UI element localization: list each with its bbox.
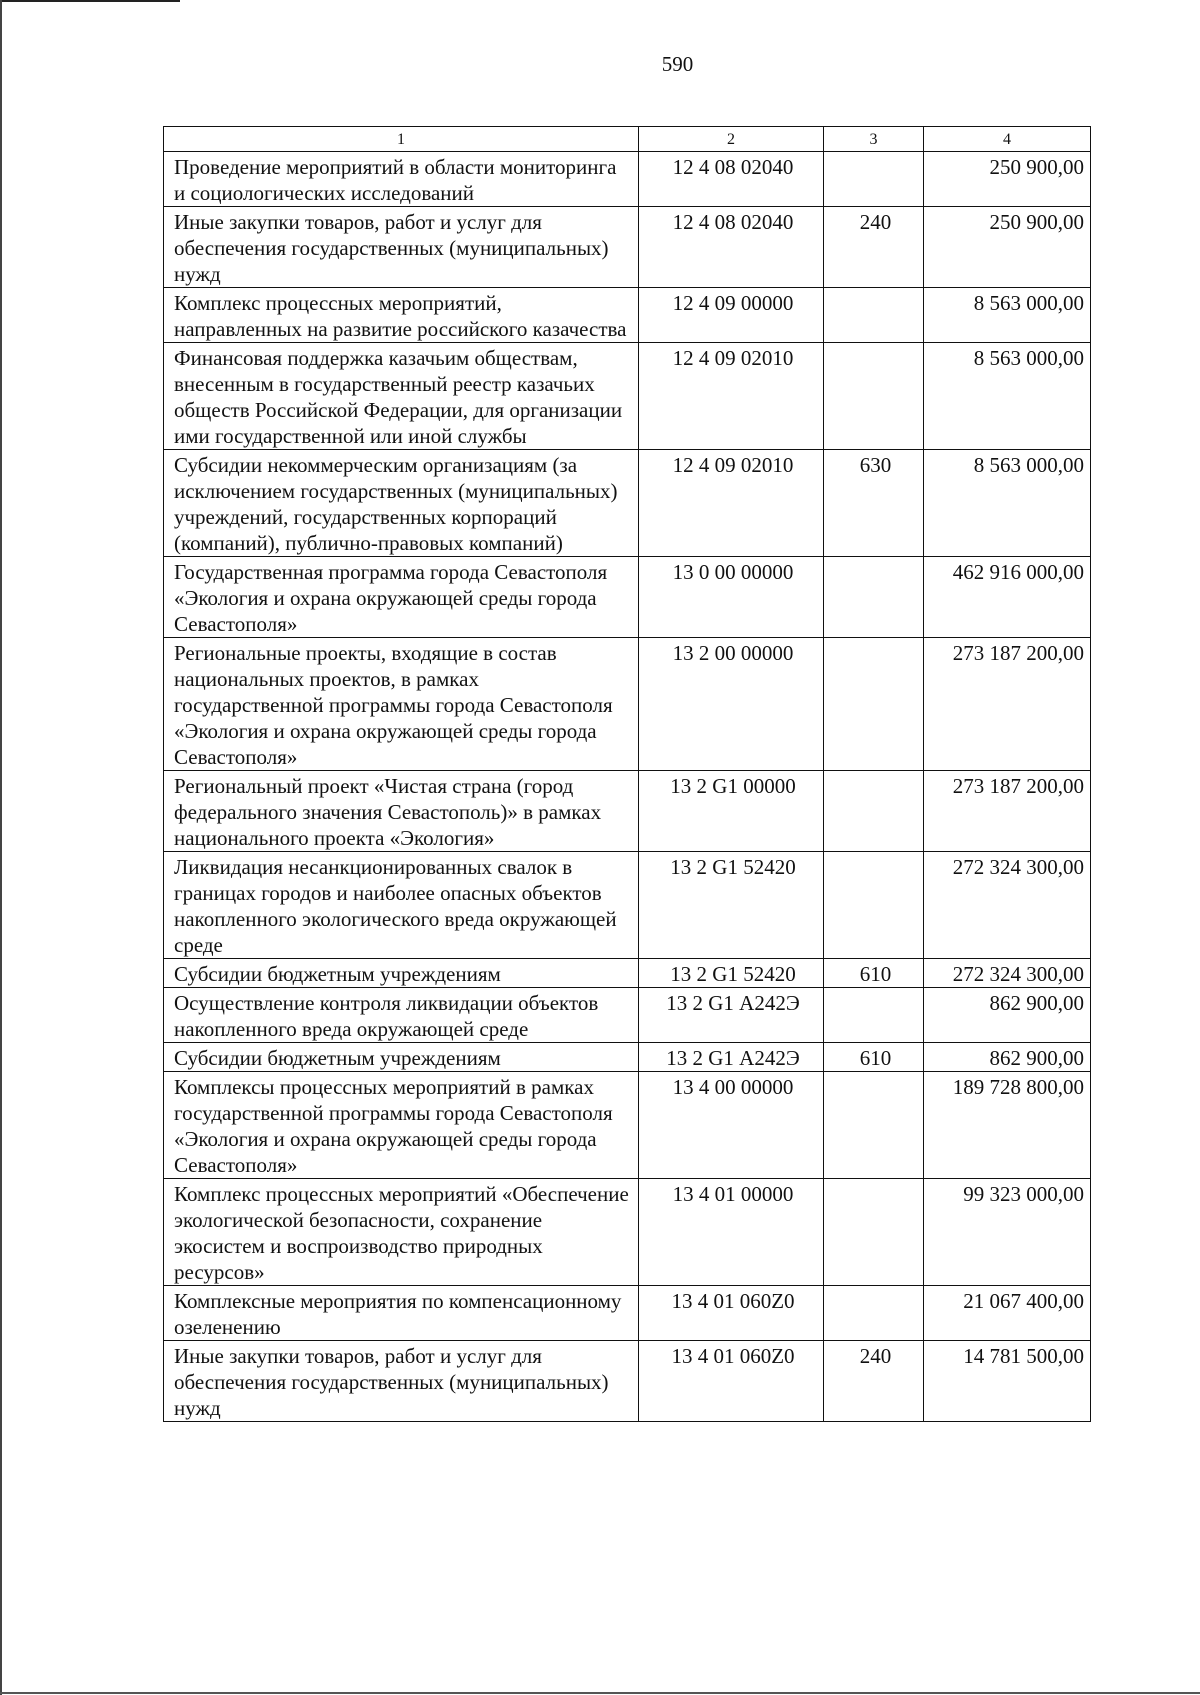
target-code-cell: 13 4 01 060Z0 (639, 1286, 824, 1341)
target-code-cell: 12 4 08 02040 (639, 152, 824, 207)
expense-type-cell (824, 1072, 924, 1179)
table-row (164, 343, 1091, 450)
target-code-cell: 13 2 G1 52420 (639, 959, 824, 988)
column-number: 3 (824, 127, 924, 152)
scan-edge-bottom (0, 1692, 1200, 1694)
target-code-cell: 13 0 00 00000 (639, 557, 824, 638)
item-name-cell: Финансовая поддержка казачьим обществам, внесенным в государственный реестр казачьих обществ Российской Федерации, для организации ими государственной или иной службы (164, 343, 639, 450)
item-name-cell: Иные закупки товаров, работ и услуг для обеспечения государственных (муниципальных) нужд (164, 207, 639, 288)
table-row (164, 1179, 1091, 1286)
target-code-cell: 13 4 01 00000 (639, 1179, 824, 1286)
amount-cell: 250 900,00 (924, 207, 1091, 288)
amount-cell: 273 187 200,00 (924, 638, 1091, 771)
target-code-cell: 12 4 09 00000 (639, 288, 824, 343)
amount-cell: 272 324 300,00 (924, 852, 1091, 959)
amount-cell: 99 323 000,00 (924, 1179, 1091, 1286)
table-row (164, 557, 1091, 638)
amount-cell: 14 781 500,00 (924, 1341, 1091, 1422)
target-code-cell: 12 4 08 02040 (639, 207, 824, 288)
amount-cell: 189 728 800,00 (924, 1072, 1091, 1179)
item-name-cell: Комплекс процессных мероприятий, направленных на развитие российского казачества (164, 288, 639, 343)
amount-cell: 8 563 000,00 (924, 343, 1091, 450)
expense-type-cell (824, 557, 924, 638)
item-name-cell: Субсидии бюджетным учреждениям (164, 1043, 639, 1072)
target-code-cell: 13 4 00 00000 (639, 1072, 824, 1179)
table-row (164, 988, 1091, 1043)
expense-type-cell: 630 (824, 450, 924, 557)
table-row (164, 852, 1091, 959)
item-name-cell: Комплекс процессных мероприятий «Обеспечение экологической безопасности, сохранение экосистем и воспроизводство природных ресурсов» (164, 1179, 639, 1286)
table-row (164, 1341, 1091, 1422)
item-name-cell: Комплексы процессных мероприятий в рамках государственной программы города Севастополя «Экология и охрана окружающей среды города Севастополя» (164, 1072, 639, 1179)
expense-type-cell (824, 288, 924, 343)
table-row (164, 1043, 1091, 1072)
item-name-cell: Региональные проекты, входящие в состав национальных проектов, в рамках государственной программы города Севастополя «Экология и охрана окружающей среды города Севастополя» (164, 638, 639, 771)
amount-cell: 8 563 000,00 (924, 450, 1091, 557)
expense-type-cell: 610 (824, 959, 924, 988)
target-code-cell: 12 4 09 02010 (639, 343, 824, 450)
expense-type-cell (824, 852, 924, 959)
table-row (164, 1072, 1091, 1179)
item-name-cell: Субсидии некоммерческим организациям (за исключением государственных (муниципальных) учреждений, государственных корпораций (компаний), публично-правовых компаний) (164, 450, 639, 557)
item-name-cell: Региональный проект «Чистая страна (город федерального значения Севастополь)» в рамках национального проекта «Экология» (164, 771, 639, 852)
expense-type-cell (824, 1286, 924, 1341)
column-number: 2 (639, 127, 824, 152)
table-row (164, 638, 1091, 771)
target-code-cell: 12 4 09 02010 (639, 450, 824, 557)
amount-cell: 273 187 200,00 (924, 771, 1091, 852)
amount-cell: 8 563 000,00 (924, 288, 1091, 343)
item-name-cell: Проведение мероприятий в области мониторинга и социологических исследований (164, 152, 639, 207)
expense-type-cell (824, 988, 924, 1043)
page-number: 590 (661, 52, 694, 76)
item-name-cell: Иные закупки товаров, работ и услуг для обеспечения государственных (муниципальных) нужд (164, 1341, 639, 1422)
expense-type-cell (824, 1179, 924, 1286)
table-row (164, 959, 1091, 988)
table-row (164, 450, 1091, 557)
table-row (164, 288, 1091, 343)
expense-type-cell (824, 771, 924, 852)
amount-cell: 862 900,00 (924, 988, 1091, 1043)
amount-cell: 250 900,00 (924, 152, 1091, 207)
item-name-cell: Субсидии бюджетным учреждениям (164, 959, 639, 988)
table-row (164, 771, 1091, 852)
column-number: 4 (924, 127, 1091, 152)
table-row (164, 1286, 1091, 1341)
scan-edge-top (0, 0, 180, 2)
budget-table (163, 126, 1091, 1422)
column-number-row (164, 127, 1091, 152)
target-code-cell: 13 2 G1 00000 (639, 771, 824, 852)
target-code-cell: 13 2 G1 А242Э (639, 1043, 824, 1072)
amount-cell: 272 324 300,00 (924, 959, 1091, 988)
expense-type-cell (824, 152, 924, 207)
expense-type-cell: 240 (824, 1341, 924, 1422)
scan-edge-left (0, 0, 2, 1695)
expense-type-cell: 610 (824, 1043, 924, 1072)
target-code-cell: 13 2 G1 52420 (639, 852, 824, 959)
target-code-cell: 13 4 01 060Z0 (639, 1341, 824, 1422)
table-row (164, 207, 1091, 288)
target-code-cell: 13 2 00 00000 (639, 638, 824, 771)
table-body (164, 152, 1091, 1422)
item-name-cell: Ликвидация несанкционированных свалок в границах городов и наиболее опасных объектов накопленного экологического вреда окружающей среде (164, 852, 639, 959)
column-number: 1 (164, 127, 639, 152)
item-name-cell: Государственная программа города Севастополя «Экология и охрана окружающей среды города Севастополя» (164, 557, 639, 638)
item-name-cell: Комплексные мероприятия по компенсационному озеленению (164, 1286, 639, 1341)
item-name-cell: Осуществление контроля ликвидации объектов накопленного вреда окружающей среде (164, 988, 639, 1043)
expense-type-cell: 240 (824, 207, 924, 288)
amount-cell: 21 067 400,00 (924, 1286, 1091, 1341)
table-row (164, 152, 1091, 207)
amount-cell: 862 900,00 (924, 1043, 1091, 1072)
amount-cell: 462 916 000,00 (924, 557, 1091, 638)
expense-type-cell (824, 638, 924, 771)
target-code-cell: 13 2 G1 А242Э (639, 988, 824, 1043)
expense-type-cell (824, 343, 924, 450)
